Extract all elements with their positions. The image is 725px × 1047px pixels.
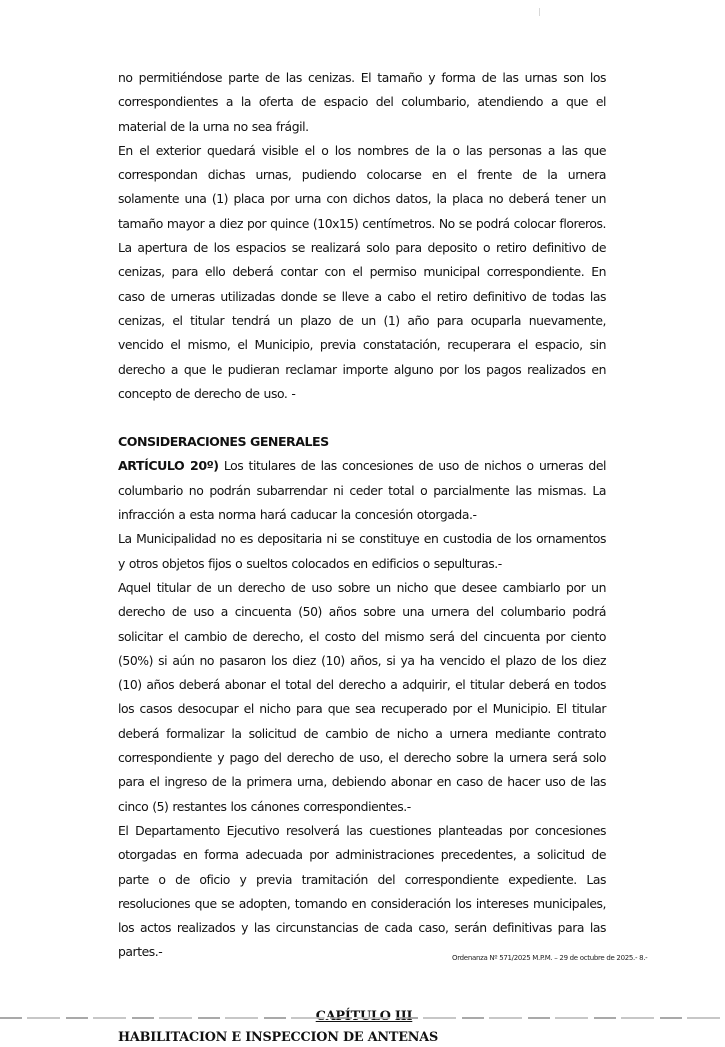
scan-artifact-bottom-edge <box>0 1017 725 1019</box>
paragraph-niche-to-urn-change: Aquel titular de un derecho de uso sobre un nicho que desee cambiarlo por un derecho de uso a cincuenta (50) años sobre una urnera del columbario podrá solicitar el cambio de derecho, el costo del mismo será del cincuenta por ciento (50%) si aún no pasaron los diez (10) años, si ya ha vencido el plazo de los diez (10) años deberá abonar el total del derecho a adquirir, el titular deberá en todos los casos desocupar el nicho para que sea recuperado por el Municipio. El titular deberá formalizar la solicitud de cambio de nicho a urnera mediante contrato correspondiente y pago del derecho de uso, el derecho sobre la urnera será solo para el ingreso de la primera urna, debiendo abonar en caso de hacer uso de las cinco (5) restantes los cánones correspondientes.- <box>118 579 606 814</box>
paragraph-executive-resolutions: El Departamento Ejecutivo resolverá las cuestiones planteadas por concesiones otorgadas en forma adecuada por administraciones precedentes, a solicitud de parte o de oficio y previa tramitación del correspondiente expediente. Las resoluciones que se adopten, tomando en consideración los intereses municipales, los actos realizados y las circunstancias de cada caso, serán definitivas para las partes.- <box>118 822 606 960</box>
spacer <box>118 406 606 430</box>
article-20-paragraph <box>118 454 606 527</box>
article-20-text: Los titulares de las concesiones de uso de nichos o urneras del columbario no podrán subarrendar ni ceder total o parcialmente las mismas. La infracción a esta norma hará caducar la concesión otorgada.- <box>118 458 606 523</box>
paragraph-urn-size: no permitiéndose parte de las cenizas. El tamaño y forma de las urnas son los correspondientes a la oferta de espacio del columbario, atendiendo a que el material de la urna no sea frágil. <box>118 70 606 134</box>
scan-artifact-mark <box>539 8 540 16</box>
document-page <box>118 66 606 1047</box>
section-heading-general-considerations: CONSIDERACIONES GENERALES <box>118 434 329 450</box>
footer-ordinance-reference: Ordenanza Nº 571/2025 M.P.M. – 29 de octubre de 2025.- 8.- <box>452 954 648 962</box>
paragraph-space-opening: La apertura de los espacios se realizará solo para deposito o retiro definitivo de cenizas, para ello deberá contar con el permiso municipal correspondiente. En caso de urneras utilizadas donde se lleve a cabo el retiro definitivo de todas las cenizas, el titular tendrá un plazo de un (1) año para ocuparla nuevamente, vencido el mismo, el Municipio, previa constatación, recuperara el espacio, sin derecho a que le pudieran reclamar importe alguno por los pagos realizados en concepto de derecho de uso. - <box>118 240 606 401</box>
paragraph-municipal-custody: La Municipalidad no es depositaria ni se constituye en custodia de los ornamentos y otros objetos fijos o sueltos colocados en edificios o sepulturas.- <box>118 531 606 571</box>
paragraph-exterior-plaque: En el exterior quedará visible el o los nombres de la o las personas a las que correspondan dichas urnas, pudiendo colocarse en el frente de la urnera solamente una (1) placa por urna con dichos datos, la placa no deberá tener un tamaño mayor a diez por quince (10x15) centímetros. No se podrá colocar floreros. <box>118 142 606 231</box>
spacer <box>118 965 606 1005</box>
chapter-subtitle: HABILITACION E INSPECCION DE ANTENAS <box>118 1029 439 1045</box>
article-20-label: ARTÍCULO 20º) <box>118 458 219 474</box>
